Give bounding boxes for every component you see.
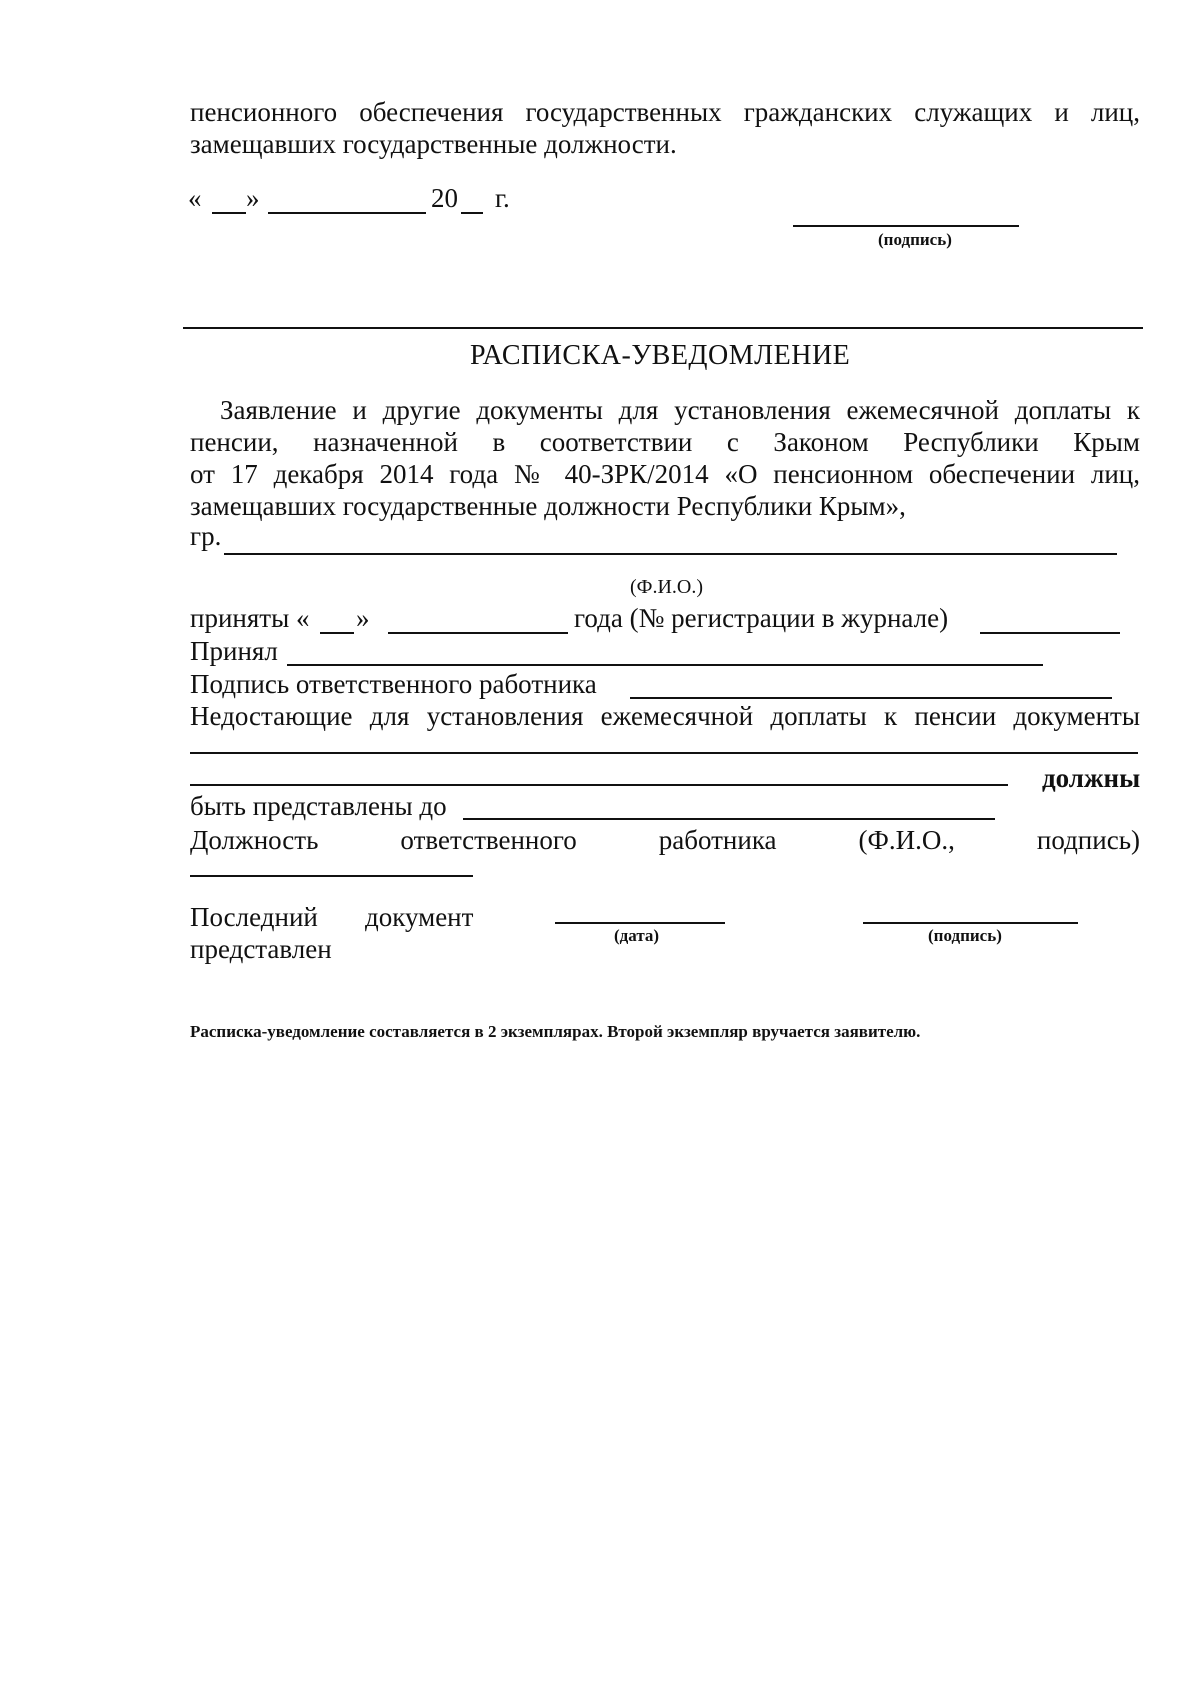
date-close-quote: » (246, 183, 260, 213)
last-doc-word-2: документ (365, 902, 474, 932)
missing-docs-line-1[interactable] (190, 752, 1138, 754)
month-blank[interactable] (268, 212, 426, 214)
signature-caption: (подпись) (878, 230, 952, 249)
accepted-close-quote: » (356, 603, 370, 633)
receipt-para-line-4: замещавших государственные должности Республики Крым», (190, 491, 906, 521)
receipt-para-line-2: пенсии, назначенной в соответствии с Законом Республики Крым (190, 427, 1140, 457)
registration-number-line[interactable] (980, 632, 1120, 634)
section-separator (183, 327, 1143, 329)
received-by-line[interactable] (287, 664, 1043, 666)
submit-by-label: быть представлены до (190, 791, 447, 821)
position-label: Должность ответственного работника (Ф.И.О., подпись) (190, 825, 1140, 855)
year-blank[interactable] (461, 212, 483, 214)
last-doc-date-line[interactable] (555, 922, 725, 924)
last-doc-signature-line[interactable] (863, 922, 1078, 924)
intro-line-2: замещавших государственные должности. (190, 129, 677, 159)
responsible-signature-line[interactable] (630, 697, 1112, 699)
year-prefix: 20 (431, 183, 458, 213)
position-line[interactable] (190, 875, 473, 877)
accepted-prefix: приняты « (190, 603, 310, 633)
last-doc-word-3: представлен (190, 934, 332, 964)
accepted-month-blank[interactable] (388, 632, 568, 634)
citizen-label: гр. (190, 521, 222, 551)
accepted-day-blank[interactable] (320, 632, 354, 634)
receipt-para-line-1: Заявление и другие документы для установления ежемесячной доплаты к (220, 395, 1140, 425)
fio-caption: (Ф.И.О.) (630, 576, 704, 598)
submit-by-line[interactable] (463, 818, 995, 820)
date-caption: (дата) (614, 926, 660, 945)
missing-docs-label: Недостающие для установления ежемесячной доплаты к пенсии документы (190, 701, 1140, 731)
last-doc-word-1: Последний (190, 902, 318, 932)
year-suffix: г. (495, 183, 510, 213)
citizen-name-line[interactable] (224, 553, 1117, 555)
must-label: должны (1042, 763, 1141, 793)
signature-label: Подпись ответственного работника (190, 669, 597, 699)
accepted-middle: года (№ регистрации в журнале) (574, 603, 949, 633)
receipt-para-line-3: от 17 декабря 2014 года № 40-ЗРК/2014 «О пенсионном обеспечении лиц, (190, 459, 1140, 489)
received-by-label: Принял (190, 636, 278, 666)
missing-docs-line-2[interactable] (190, 784, 1008, 786)
date-open-quote: « (188, 183, 202, 213)
signature-line[interactable] (793, 225, 1019, 227)
intro-line-1: пенсионного обеспечения государственных гражданских служащих и лиц, (190, 97, 1140, 127)
day-blank[interactable] (212, 212, 246, 214)
receipt-title: РАСПИСКА-УВЕДОМЛЕНИЕ (470, 340, 851, 371)
footnote: Расписка-уведомление составляется в 2 экземплярах. Второй экземпляр вручается заявителю. (190, 1022, 921, 1041)
signature-caption-2: (подпись) (928, 926, 1002, 945)
